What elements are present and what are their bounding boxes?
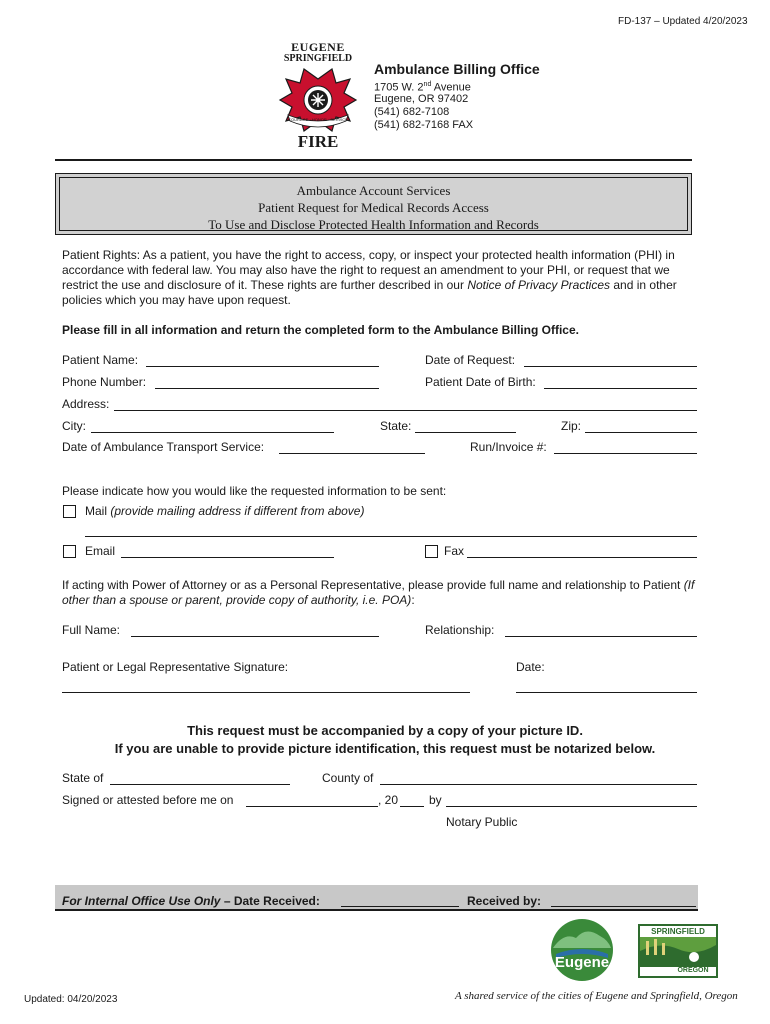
- springfield-logo-text: SPRINGFIELD: [651, 927, 705, 936]
- title-line-2: Patient Request for Medical Records Access: [258, 200, 489, 215]
- signature-field[interactable]: [62, 692, 470, 693]
- relationship-field[interactable]: [505, 636, 697, 637]
- phone-number-label: Phone Number:: [62, 375, 147, 389]
- internal-use-label: For Internal Office Use Only – Date Received:: [62, 894, 320, 908]
- logo-ribbon-text: COURAGE · HONOR · SERVICE: [288, 117, 348, 122]
- zip-field[interactable]: [585, 432, 697, 433]
- email-checkbox[interactable]: [63, 545, 76, 558]
- phone-number-field[interactable]: [155, 388, 379, 389]
- run-invoice-label: Run/Invoice #:: [470, 440, 547, 454]
- mail-checkbox[interactable]: [63, 505, 76, 518]
- eugene-logo-text: Eugene: [554, 954, 610, 971]
- state-of-label: State of: [62, 771, 104, 785]
- signature-date-label: Date:: [516, 660, 545, 674]
- notary-county-field[interactable]: [380, 784, 697, 785]
- patient-rights-text: Patient Rights: As a patient, you have the right to access, copy, or inspect your protected health information (PHI) in accordance with federal law. You may also have the right to request an amendment to your PHI, or request that we restrict the use and disclosure of it. These rights are further described in our Notice of Privacy Practices and in other policies which you may have upon request.: [62, 248, 677, 307]
- springfield-oregon-text: OREGON: [677, 967, 709, 974]
- eugene-mountain-icon: [550, 918, 614, 982]
- signature-date-field[interactable]: [516, 692, 697, 693]
- date-of-request-label: Date of Request:: [425, 353, 516, 367]
- footer-updated-date: Updated: 04/20/2023: [24, 994, 118, 1005]
- notary-public-label: Notary Public: [446, 815, 518, 829]
- patient-name-label: Patient Name:: [62, 353, 139, 367]
- form-number: FD-137 – Updated 4/20/2023: [618, 16, 748, 27]
- year-prefix-label: , 20: [378, 793, 399, 807]
- office-phone: (541) 682-7108: [374, 106, 450, 118]
- received-by-label: Received by:: [467, 894, 542, 908]
- received-by-field[interactable]: [551, 906, 696, 907]
- maltese-cross-icon: [278, 67, 358, 133]
- title-line-1: Ambulance Account Services: [296, 183, 451, 198]
- patient-name-field[interactable]: [146, 366, 379, 367]
- full-name-field[interactable]: [131, 636, 379, 637]
- footer-shared-service: A shared service of the cities of Eugene and Springfield, Oregon: [455, 990, 738, 1002]
- mail-option-label: Mail (provide mailing address if different from above): [85, 504, 365, 518]
- city-field[interactable]: [91, 432, 334, 433]
- delivery-prompt: Please indicate how you would like the requested information to be sent:: [62, 484, 447, 498]
- springfield-landscape-icon: [640, 937, 716, 967]
- run-invoice-field[interactable]: [554, 453, 697, 454]
- springfield-logo: [638, 924, 718, 978]
- fire-logo: [278, 40, 358, 152]
- title-box: [55, 173, 692, 235]
- mail-address-field[interactable]: [85, 536, 697, 537]
- poa-text: If acting with Power of Attorney or as a Personal Representative, please provide full name and relationship to Patient (If other than a spouse or parent, provide copy of authority, i.e. POA):: [62, 578, 695, 607]
- patient-dob-label: Patient Date of Birth:: [425, 375, 536, 389]
- office-title: Ambulance Billing Office: [374, 61, 540, 77]
- signed-before-label: Signed or attested before me on: [62, 793, 234, 807]
- fax-checkbox[interactable]: [425, 545, 438, 558]
- email-option-label: Email: [85, 544, 116, 558]
- address-field[interactable]: [114, 410, 697, 411]
- office-address: 1705 W. 2nd Avenue: [374, 81, 471, 94]
- notary-state-field[interactable]: [110, 784, 290, 785]
- fill-instruction: Please fill in all information and return the completed form to the Ambulance Billing Office.: [62, 323, 579, 337]
- picture-id-notice: [0, 722, 770, 758]
- logo-springfield-text: SPRINGFIELD: [283, 53, 353, 64]
- header-divider: [55, 159, 692, 161]
- logo-fire-text: FIRE: [297, 132, 339, 151]
- signature-label: Patient or Legal Representative Signature:: [62, 660, 289, 674]
- relationship-label: Relationship:: [425, 623, 495, 637]
- by-label: by: [429, 793, 442, 807]
- patient-dob-field[interactable]: [544, 388, 697, 389]
- notice-line-2: If you are unable to provide picture identification, this request must be notarized below.: [114, 741, 656, 756]
- office-fax: (541) 682-7168 FAX: [374, 119, 474, 131]
- title-line-3: To Use and Disclose Protected Health Information and Records: [208, 217, 539, 232]
- eugene-logo: [550, 918, 614, 982]
- notary-date-field[interactable]: [246, 806, 378, 807]
- fax-field[interactable]: [467, 557, 697, 558]
- notary-year-field[interactable]: [400, 806, 424, 807]
- fax-option-label: Fax: [444, 544, 465, 558]
- state-field[interactable]: [415, 432, 516, 433]
- state-label: State:: [380, 419, 412, 433]
- email-field[interactable]: [121, 557, 334, 558]
- logo-eugene-text: EUGENE: [291, 40, 345, 54]
- date-of-request-field[interactable]: [524, 366, 697, 367]
- date-received-field[interactable]: [341, 906, 459, 907]
- county-of-label: County of: [322, 771, 374, 785]
- transport-date-label: Date of Ambulance Transport Service:: [62, 440, 265, 454]
- office-city: Eugene, OR 97402: [374, 93, 469, 105]
- zip-label: Zip:: [561, 419, 582, 433]
- address-label: Address:: [62, 397, 110, 411]
- transport-date-field[interactable]: [279, 453, 425, 454]
- full-name-label: Full Name:: [62, 623, 121, 637]
- city-label: City:: [62, 419, 86, 433]
- notary-by-field[interactable]: [446, 806, 697, 807]
- notice-line-1: This request must be accompanied by a copy of your picture ID.: [187, 723, 583, 738]
